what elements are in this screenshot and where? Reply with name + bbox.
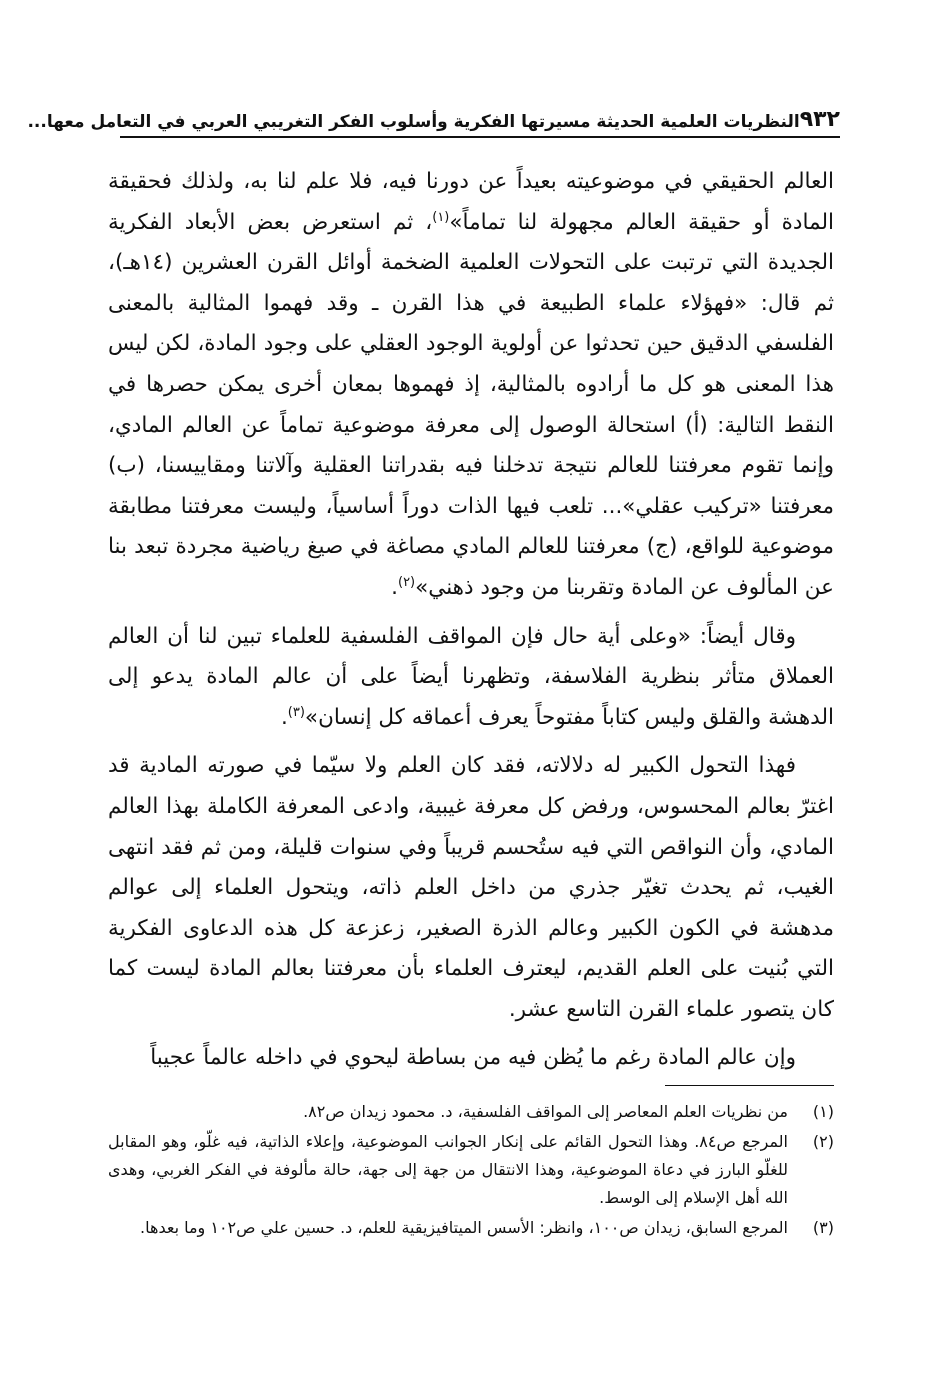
paragraph-2 bbox=[108, 617, 834, 739]
footnote-number: (٢) bbox=[812, 1132, 834, 1151]
paragraph-1-end: . bbox=[391, 574, 398, 600]
paragraph-1-text: العالم الحقيقي في موضوعيته بعيداً عن دورنا فيه، فلا علم لنا به، ولذلك فحقيقة المادة أو حقيقة العالم مجهولة لنا تماماً» bbox=[108, 169, 834, 235]
footnote-text: المرجع السابق، زيدان ص١٠٠، وانظر: الأسس الميتافيزيقية للعلم، د. حسين علي ص١٠٢ وما بعدها. bbox=[140, 1218, 788, 1237]
paragraph-1-text-continued: ، ثم استعرض بعض الأبعاد الفكرية الجديدة التي ترتبت على التحولات العلمية الضخمة أوائل القرن العشرين (١٤هـ)، ثم قال: «فهؤلاء علماء الطبيعة في هذا القرن ـ وقد فهموا المثالية بالمعنى الفلسفي الدقيق حين تحدثوا عن أولوية الوجود العقلي على وجود المادة، لكن ليس هذا المعنى هو كل ما أرادوه بالمثالية، إذ فهموها بمعان أخرى يمكن حصرها في النقط التالية: (أ) استحالة الوصول إلى معرفة موضوعية تماماً عن العالم المادي، وإنما تقوم معرفتنا للعالم نتيجة تدخلنا فيه بقدراتنا العقلية وآلاتنا ومقاييسنا، (ب) معرفتنا «تركيب عقلي»... تلعب فيها الذات دوراً أساسياً، وليست معرفتنا مطابقة موضوعية للواقع، (ج) معرفتنا للعالم المادي مصاغة في صيغ رياضية مجردة تبعد بنا عن المألوف عن المادة وتقربنا من وجود ذهني» bbox=[108, 209, 834, 600]
footnote-ref-3: (٣) bbox=[287, 704, 305, 720]
footnote-number: (١) bbox=[812, 1102, 834, 1121]
footnote-ref-1: (١) bbox=[432, 209, 450, 225]
footnote-ref-2: (٢) bbox=[397, 574, 416, 590]
footnote-text: من نظريات العلم المعاصر إلى المواقف الفلسفية، د. محمود زيدان ص٨٢. bbox=[303, 1102, 788, 1121]
paragraph-3: فهذا التحول الكبير له دلالاته، فقد كان العلم ولا سيّما في صورته المادية قد اغترّ بعالم المحسوس، ورفض كل معرفة غيبية، وادعى المعرفة الكاملة بهذا العالم المادي، وأن النواقص التي فيه ستُحسم قريباً وفي سنوات قليلة، ومن ثم فقد انتهى الغيب، ثم يحدث تغيّر جذري من داخل العلم ذاته، ويتحول العلماء إلى عوالم مدهشة في الكون الكبير وعالم الذرة الصغير، زعزعة كل هذه الدعاوى الفكرية التي بُنيت على العلم القديم، ليعترف العلماء بأن معرفتنا بعالم المادة ليست كما كان يتصور علماء القرن التاسع عشر. bbox=[108, 753, 834, 1022]
footnote-3 bbox=[108, 1214, 834, 1242]
running-title: النظريات العلمية الحديثة مسيرتها الفكرية وأسلوب الفكر التغريبي العربي في التعامل معها... bbox=[27, 112, 800, 132]
footnote-2 bbox=[108, 1128, 834, 1212]
footnote-divider bbox=[665, 1085, 834, 1086]
page-header bbox=[27, 98, 840, 138]
paragraph-2-text: وقال أيضاً: «وعلى أية حال فإن المواقف الفلسفية للعلماء تبين لنا أن العالم العملاق متأثر بنظرية الفلاسفة، وتظهرنا أيضاً على أن عالم المادة يدعو إلى الدهشة والقلق وليس كتاباً مفتوحاً يعرف أعماقه كل إنسان» bbox=[108, 623, 834, 730]
paragraph-1 bbox=[108, 162, 834, 609]
paragraph-4: وإن عالم المادة رغم ما يُظن فيه من بساطة ليحوي في داخله عالماً عجيباً bbox=[150, 1045, 796, 1071]
footnote-text: المرجع ص٨٤. وهذا التحول القائم على إنكار الجوانب الموضوعية، وإعلاء الذاتية، فيه غلّو، وهو المقابل للغلّو البارز في دعاة الموضوعية، وهذا الانتقال من جهة إلى جهة، حالة مألوفة في الفكر الغربي، وهدى الله أهل الإسلام إلى الوسط. bbox=[108, 1132, 788, 1207]
page-number: ٩٣٢ bbox=[799, 107, 840, 132]
main-text bbox=[108, 162, 834, 1087]
paragraph-2-end: . bbox=[280, 704, 288, 730]
footnotes bbox=[108, 1098, 834, 1244]
footnote-number: (٣) bbox=[812, 1218, 834, 1237]
footnote-1 bbox=[108, 1098, 834, 1126]
